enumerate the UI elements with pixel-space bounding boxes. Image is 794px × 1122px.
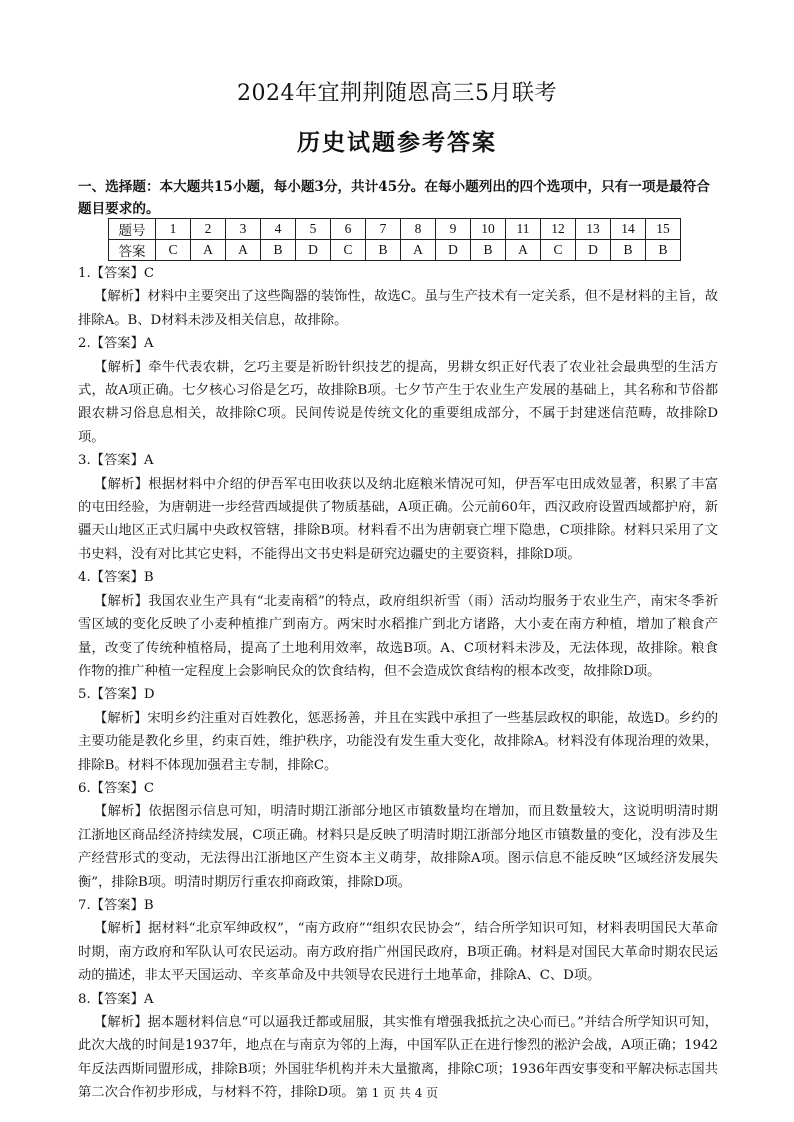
answer-cell: C <box>541 240 576 261</box>
answer-table-answer-row <box>109 240 681 261</box>
question-number-cell: 12 <box>541 219 576 240</box>
page-title: 2024年宜荆荆随恩高三5月联考 <box>237 81 557 106</box>
answer-cell: B <box>471 240 506 261</box>
question-number-cell: 9 <box>436 219 471 240</box>
answer-cell: B <box>611 240 646 261</box>
answer-table <box>108 218 681 261</box>
question-number-cell: 14 <box>611 219 646 240</box>
answer-cell: C <box>331 240 366 261</box>
question-number-cell: 7 <box>366 219 401 240</box>
item-analysis: 【解析】依据图示信息可知，明清时期江浙部分地区市镇数量均在增加，而且数量较大，这说明明清时期江浙地区商品经济持续发展，C项正确。材料只是反映了明清时期江浙部分地区市镇数量的变化，没有涉及生产经营形式的变动，无法得出江浙地区产生资本主义萌芽，故排除A项。图示信息不能反映“区域经济发展失衡”，排除B项。明清时期厉行重农抑商政策，排除D项。 <box>78 804 718 890</box>
section-heading: 一、选择题：本大题共15小题，每小题3分，共计45分。在每小题列出的四个选项中，只有一项是最符合题目要求的。 <box>78 179 710 217</box>
question-number-cell: 3 <box>226 219 261 240</box>
item-analysis: 【解析】宋明乡约注重对百姓教化，惩恶扬善，并且在实践中承担了一些基层政权的职能，故选D。乡约的主要功能是教化乡里，约束百姓，维护秩序，功能没有发生重大变化，故排除A。材料没有体现治理的效果，排除B。材料不体现加强君主专制，排除C。 <box>78 710 718 773</box>
question-number-cell: 10 <box>471 219 506 240</box>
answer-cell: A <box>226 240 261 261</box>
table-header-answer: 答案 <box>109 240 156 261</box>
item-answer: 2.【答案】A <box>78 336 154 352</box>
page-footer: 第 1 页 共 4 页 <box>355 1086 439 1100</box>
answer-table-number-row <box>109 219 681 240</box>
answer-cell: A <box>401 240 436 261</box>
item-answer: 5.【答案】D <box>78 687 155 703</box>
page-subtitle: 历史试题参考答案 <box>297 129 497 156</box>
item-analysis: 【解析】牵牛代表农耕，乞巧主要是祈盼针织技艺的提高，男耕女织正好代表了农业社会最典型的生活方式，故A项正确。七夕核心习俗是乞巧，故排除B项。七夕节产生于农业生产发展的基础上，其名称和节俗都跟农耕习俗息息相关，故排除C项。民间传说是传统文化的重要组成部分，不属于封建迷信范畴，故排除D项。 <box>78 359 718 445</box>
answer-cell: D <box>296 240 331 261</box>
item-answer: 7.【答案】B <box>78 897 154 913</box>
question-number-cell: 1 <box>156 219 191 240</box>
answer-cell: D <box>576 240 611 261</box>
answer-cell: D <box>436 240 471 261</box>
item-answer: 1.【答案】C <box>78 266 155 281</box>
item-answer: 8.【答案】A <box>78 991 154 1007</box>
question-number-cell: 8 <box>401 219 436 240</box>
answer-cell: B <box>261 240 296 261</box>
question-number-cell: 4 <box>261 219 296 240</box>
answer-cell: B <box>646 240 681 261</box>
answer-cell: A <box>191 240 226 261</box>
question-number-cell: 2 <box>191 219 226 240</box>
answer-list <box>78 262 718 1105</box>
question-number-cell: 11 <box>506 219 541 240</box>
answer-cell: C <box>156 240 191 261</box>
item-analysis: 【解析】据材料“北京军绅政权”，“南方政府”“组织农民协会”，结合所学知识可知，材料表明国民大革命时期，南方政府和军队认可农民运动。南方政府指广州国民政府，B项正确。材料是对国民大革命时期农民运动的描述，非太平天国运动、辛亥革命及中共领导农民进行土地革命，排除A、C、D项。 <box>78 921 718 984</box>
item-analysis: 【解析】材料中主要突出了这些陶器的装饰性，故选C。虽与生产技术有一定关系，但不是材料的主旨，故排除A。B、D材料未涉及相关信息，故排除。 <box>78 289 718 328</box>
item-analysis: 【解析】据本题材料信息“可以逼我迁都或屈服，其实惟有增强我抵抗之决心而已。”并结合所学知识可知，此次大战的时间是1937年，地点在与南京为邻的上海，中国军队正在进行惨烈的淞沪会战，A项正确；1942年反法西斯同盟形成，排除B项；外国驻华机构并未大量撤离，排除C项；1936年西安事变和平解决标志国共第二次合作初步形成，与材料不符，排除D项。 <box>78 1015 718 1101</box>
table-header-question-number: 题号 <box>109 219 156 240</box>
item-answer: 6.【答案】C <box>78 780 155 796</box>
question-number-cell: 13 <box>576 219 611 240</box>
answer-cell: B <box>366 240 401 261</box>
question-number-cell: 5 <box>296 219 331 240</box>
answer-cell: A <box>506 240 541 261</box>
item-analysis: 【解析】根据材料中介绍的伊吾军屯田收获以及纳北庭粮米情况可知，伊吾军屯田成效显著，积累了丰富的屯田经验，为唐朝进一步经营西域提供了物质基础，A项正确。公元前60年，西汉政府设置西域都护府，新疆天山地区正式归属中央政权管辖，排除B项。材料看不出为唐朝衰亡埋下隐患，C项排除。材料只采用了文书史料，没有对比其它史料，不能得出文书史料是研究边疆史的主要资料，排除D项。 <box>78 476 718 562</box>
question-number-cell: 6 <box>331 219 366 240</box>
item-analysis: 【解析】我国农业生产具有“北麦南稻”的特点，政府组织祈雪（雨）活动均服务于农业生产，南宋冬季祈雪区域的变化反映了小麦种植推广到南方。两宋时水稻推广到北方诸路，大小麦在南方种植，增加了粮食产量，改变了传统种植格局，提高了土地利用效率，故选B项。A、C项材料未涉及，无法体现，故排除。粮食作物的推广种植一定程度上会影响民众的饮食结构，但不会造成饮食结构的根本改变，故排除D项。 <box>78 593 718 679</box>
question-number-cell: 15 <box>646 219 681 240</box>
item-answer: 4.【答案】B <box>78 570 154 586</box>
item-answer: 3.【答案】A <box>78 453 154 469</box>
